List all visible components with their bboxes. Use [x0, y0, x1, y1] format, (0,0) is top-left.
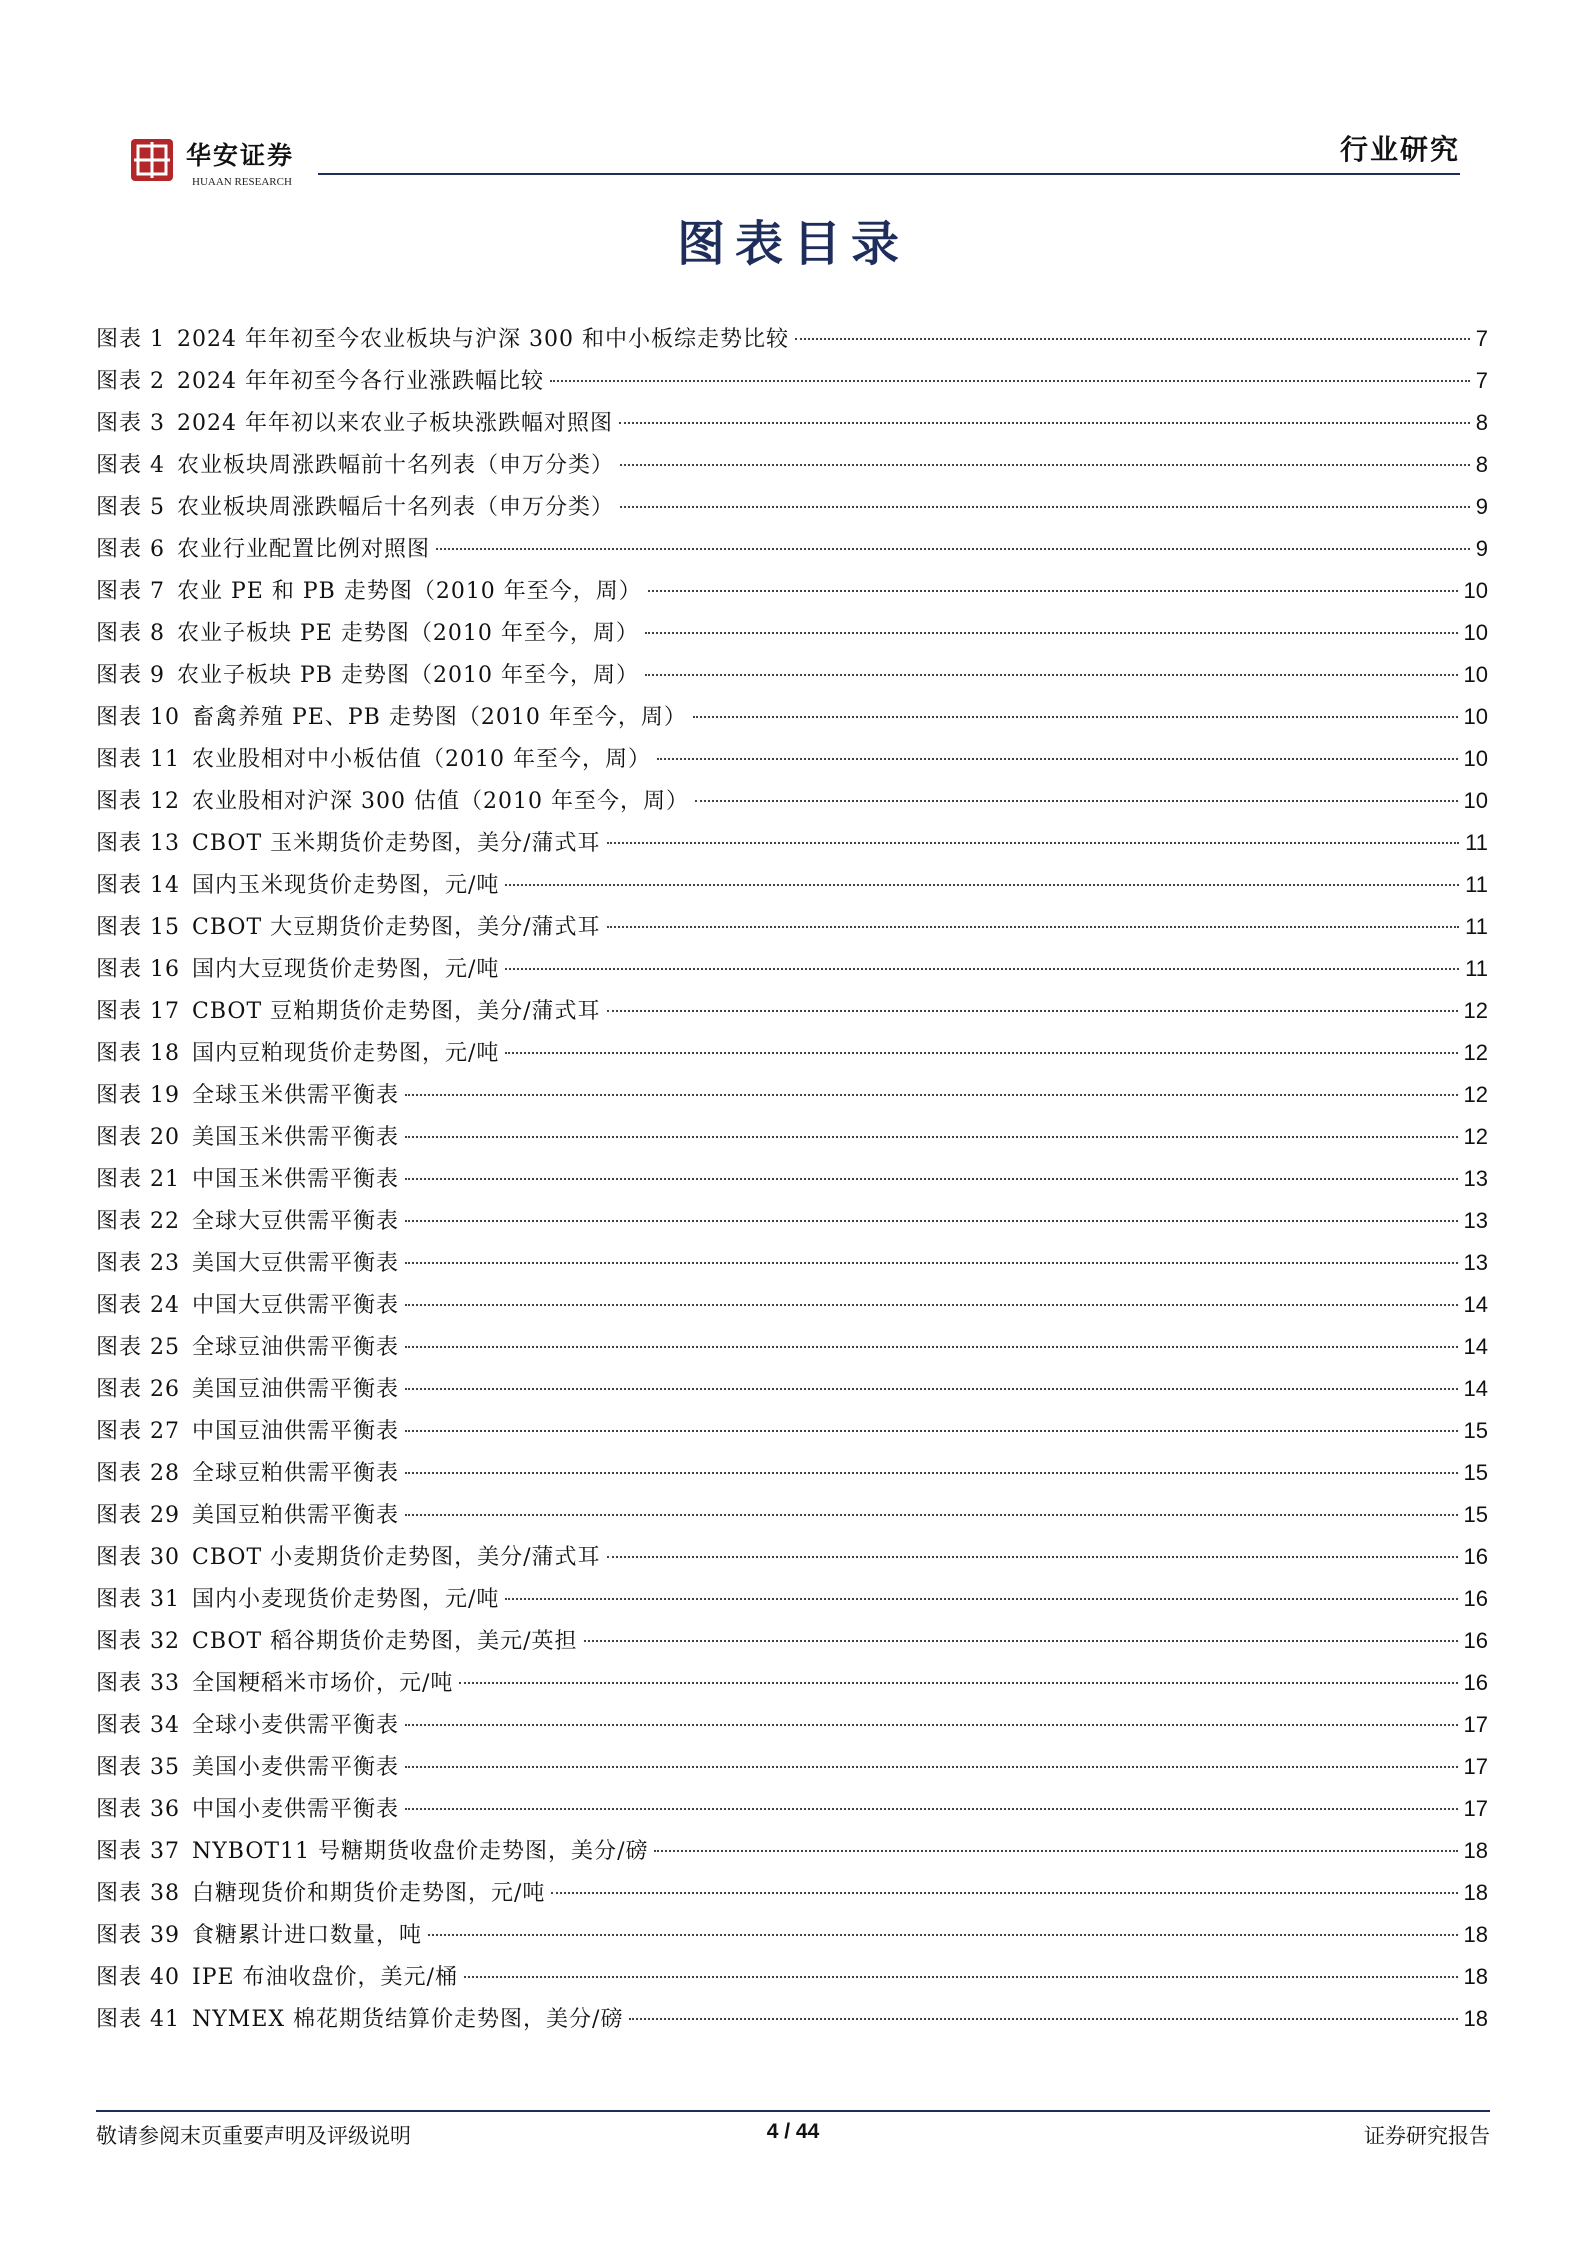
- toc-entry-label: [96, 868, 499, 899]
- toc-entry-title: 国内小麦现货价走势图，元/吨: [192, 1587, 500, 1612]
- toc-entry-prefix: 图表: [96, 747, 143, 772]
- toc-entry-prefix: 图表: [96, 1839, 143, 1864]
- toc-entry-title: 中国玉米供需平衡表: [192, 1167, 400, 1192]
- toc-entry-number: 35: [150, 1755, 181, 1780]
- toc-entry-page: 16: [1463, 1628, 1488, 1653]
- toc-entry-page: 16: [1463, 1544, 1488, 1569]
- toc-entry-prefix: 图表: [96, 831, 143, 856]
- toc-entry-page: 15: [1463, 1502, 1488, 1527]
- toc-entry-label: [96, 1414, 399, 1445]
- toc-leader-dots: [505, 1598, 1457, 1600]
- toc-entry-title: 畜禽养殖 PE、PB 走势图（2010 年至今，周）: [192, 705, 687, 730]
- toc-entry-title: 2024 年年初以来农业子板块涨跌幅对照图: [177, 411, 613, 436]
- toc-entry-prefix: 图表: [96, 873, 143, 898]
- toc-entry[interactable]: [96, 1162, 1488, 1204]
- toc-entry-label: [96, 1204, 399, 1235]
- footer-divider: [96, 2110, 1490, 2112]
- logo-english-name: HUAAN RESEARCH: [192, 176, 292, 188]
- toc-leader-dots: [459, 1682, 1457, 1684]
- toc-entry[interactable]: [96, 1498, 1488, 1540]
- toc-entry[interactable]: [96, 490, 1488, 532]
- toc-entry-page: 11: [1465, 956, 1488, 981]
- toc-entry-prefix: 图表: [96, 1587, 143, 1612]
- toc-entry-prefix: 图表: [96, 1797, 143, 1822]
- toc-entry-label: [96, 322, 789, 353]
- toc-entry-title: 美国玉米供需平衡表: [192, 1125, 400, 1150]
- toc-leader-dots: [620, 464, 1470, 466]
- toc-entry-prefix: 图表: [96, 411, 143, 436]
- toc-entry[interactable]: [96, 1918, 1488, 1960]
- toc-entry-label: [96, 742, 651, 773]
- toc-entry-page: 12: [1463, 1082, 1488, 1107]
- toc-leader-dots: [428, 1934, 1457, 1936]
- toc-leader-dots: [619, 422, 1470, 424]
- toc-entry-label: [96, 1288, 399, 1319]
- toc-entry-page: 7: [1475, 368, 1488, 393]
- toc-entry-label: [96, 1666, 453, 1697]
- toc-entry-prefix: 图表: [96, 1377, 143, 1402]
- toc-entry-title: 全球豆油供需平衡表: [192, 1335, 400, 1360]
- toc-entry[interactable]: [96, 2002, 1488, 2044]
- toc-entry-prefix: 图表: [96, 1881, 143, 1906]
- toc-entry-title: 2024 年年初至今农业板块与沪深 300 和中小板综走势比较: [177, 327, 789, 352]
- toc-leader-dots: [795, 338, 1470, 340]
- toc-leader-dots: [607, 926, 1460, 928]
- toc-entry-prefix: 图表: [96, 2007, 143, 2032]
- toc-entry-title: 农业 PE 和 PB 走势图（2010 年至今，周）: [177, 579, 642, 604]
- toc-leader-dots: [405, 1220, 1457, 1222]
- toc-entry-page: 17: [1463, 1712, 1488, 1737]
- toc-entry-number: 26: [150, 1377, 181, 1402]
- toc-entry-number: 34: [150, 1713, 181, 1738]
- toc-entry-title: 2024 年年初至今各行业涨跌幅比较: [177, 369, 544, 394]
- toc-entry-number: 6: [150, 537, 166, 562]
- toc-entry-number: 40: [150, 1965, 181, 1990]
- toc-leader-dots: [648, 590, 1458, 592]
- toc-entry-title: 白糖现货价和期货价走势图，元/吨: [192, 1881, 546, 1906]
- toc-entry-title: 美国豆粕供需平衡表: [192, 1503, 400, 1528]
- toc-entry-page: 18: [1463, 1922, 1488, 1947]
- toc-entry-page: 13: [1463, 1250, 1488, 1275]
- toc-entry-page: 18: [1463, 1880, 1488, 1905]
- toc-leader-dots: [405, 1388, 1457, 1390]
- toc-entry-title: 全国粳稻米市场价，元/吨: [192, 1671, 454, 1696]
- toc-entry-label: [96, 910, 601, 941]
- toc-leader-dots: [405, 1808, 1457, 1810]
- toc-entry-prefix: 图表: [96, 327, 143, 352]
- toc-entry-page: 17: [1463, 1754, 1488, 1779]
- toc-entry-label: [96, 2002, 623, 2033]
- toc-entry-number: 21: [150, 1167, 181, 1192]
- table-of-figures: [96, 322, 1488, 2044]
- toc-entry-number: 12: [150, 789, 181, 814]
- toc-entry-page: 16: [1463, 1586, 1488, 1611]
- toc-entry[interactable]: [96, 364, 1488, 406]
- toc-entry[interactable]: [96, 1246, 1488, 1288]
- toc-entry-prefix: 图表: [96, 1419, 143, 1444]
- toc-entry-page: 13: [1463, 1208, 1488, 1233]
- toc-entry-label: [96, 1750, 399, 1781]
- toc-entry-label: [96, 448, 614, 479]
- toc-entry-label: [96, 1540, 601, 1571]
- toc-leader-dots: [405, 1304, 1457, 1306]
- toc-entry-prefix: 图表: [96, 1965, 143, 1990]
- toc-entry-prefix: 图表: [96, 1293, 143, 1318]
- toc-leader-dots: [584, 1640, 1458, 1642]
- toc-entry-page: 10: [1463, 662, 1488, 687]
- toc-entry-page: 10: [1463, 704, 1488, 729]
- toc-entry[interactable]: [96, 1078, 1488, 1120]
- toc-leader-dots: [607, 1556, 1458, 1558]
- toc-entry-number: 38: [150, 1881, 181, 1906]
- huaan-logo-icon: [130, 138, 174, 182]
- toc-entry-page: 8: [1475, 410, 1488, 435]
- toc-entry-number: 9: [150, 663, 166, 688]
- toc-entry[interactable]: [96, 574, 1488, 616]
- toc-leader-dots: [607, 1010, 1458, 1012]
- toc-leader-dots: [695, 800, 1458, 802]
- toc-leader-dots: [629, 2018, 1457, 2020]
- toc-entry-prefix: 图表: [96, 453, 143, 478]
- toc-entry-prefix: 图表: [96, 369, 143, 394]
- toc-entry-label: [96, 826, 601, 857]
- toc-entry-number: 24: [150, 1293, 181, 1318]
- toc-entry-label: [96, 1792, 399, 1823]
- toc-entry-page: 11: [1465, 872, 1488, 897]
- toc-entry[interactable]: [96, 1708, 1488, 1750]
- toc-entry-title: CBOT 稻谷期货价走势图，美元/英担: [192, 1629, 578, 1654]
- toc-entry[interactable]: [96, 1792, 1488, 1834]
- toc-entry-prefix: 图表: [96, 705, 143, 730]
- toc-entry-prefix: 图表: [96, 1167, 143, 1192]
- toc-entry-title: 美国豆油供需平衡表: [192, 1377, 400, 1402]
- toc-entry-page: 16: [1463, 1670, 1488, 1695]
- toc-entry-prefix: 图表: [96, 1755, 143, 1780]
- toc-entry-prefix: 图表: [96, 789, 143, 814]
- toc-entry[interactable]: [96, 1750, 1488, 1792]
- toc-entry-number: 4: [150, 453, 166, 478]
- toc-entry-number: 36: [150, 1797, 181, 1822]
- toc-entry[interactable]: [96, 784, 1488, 826]
- toc-entry-label: [96, 1708, 399, 1739]
- toc-entry-label: [96, 574, 642, 605]
- toc-entry-page: 7: [1475, 326, 1488, 351]
- toc-entry-prefix: 图表: [96, 621, 143, 646]
- toc-entry-page: 18: [1463, 1838, 1488, 1863]
- toc-entry-label: [96, 658, 639, 689]
- toc-entry-page: 10: [1463, 620, 1488, 645]
- toc-entry-page: 10: [1463, 788, 1488, 813]
- toc-entry-label: [96, 1960, 458, 1991]
- toc-leader-dots: [405, 1136, 1457, 1138]
- toc-entry[interactable]: [96, 1414, 1488, 1456]
- toc-leader-dots: [405, 1514, 1457, 1516]
- toc-entry[interactable]: [96, 1120, 1488, 1162]
- toc-entry-prefix: 图表: [96, 1041, 143, 1066]
- toc-leader-dots: [405, 1262, 1457, 1264]
- toc-entry-label: [96, 700, 687, 731]
- logo-chinese-name: 华安证券: [186, 141, 295, 170]
- toc-entry[interactable]: [96, 1624, 1488, 1666]
- toc-entry-number: 15: [150, 915, 181, 940]
- toc-leader-dots: [405, 1430, 1457, 1432]
- toc-entry-label: [96, 1120, 399, 1151]
- report-category: 行业研究: [1339, 133, 1460, 166]
- toc-entry-page: 10: [1463, 578, 1488, 603]
- toc-entry-prefix: 图表: [96, 999, 143, 1024]
- toc-entry[interactable]: [96, 1330, 1488, 1372]
- toc-entry-title: 农业子板块 PE 走势图（2010 年至今，周）: [177, 621, 639, 646]
- toc-entry-prefix: 图表: [96, 1335, 143, 1360]
- toc-entry-title: 农业板块周涨跌幅后十名列表（申万分类）: [177, 495, 615, 520]
- toc-entry-title: 农业行业配置比例对照图: [177, 537, 431, 562]
- toc-entry-label: [96, 1036, 499, 1067]
- toc-leader-dots: [505, 968, 1459, 970]
- toc-entry-label: [96, 1162, 399, 1193]
- toc-entry-label: [96, 616, 639, 647]
- toc-entry-title: 中国大豆供需平衡表: [192, 1293, 400, 1318]
- toc-entry-number: 11: [150, 747, 181, 772]
- toc-entry-page: 12: [1463, 998, 1488, 1023]
- toc-entry-title: 美国小麦供需平衡表: [192, 1755, 400, 1780]
- toc-entry-label: [96, 952, 499, 983]
- toc-entry-page: 10: [1463, 746, 1488, 771]
- toc-entry-prefix: 图表: [96, 537, 143, 562]
- toc-entry-page: 8: [1475, 452, 1488, 477]
- toc-entry-title: 食糖累计进口数量，吨: [192, 1923, 423, 1948]
- toc-entry[interactable]: [96, 658, 1488, 700]
- toc-entry[interactable]: [96, 1876, 1488, 1918]
- toc-entry-prefix: 图表: [96, 663, 143, 688]
- toc-leader-dots: [405, 1178, 1457, 1180]
- toc-entry-number: 37: [150, 1839, 181, 1864]
- toc-entry-label: [96, 1876, 545, 1907]
- toc-entry-label: [96, 1582, 499, 1613]
- toc-entry-number: 41: [150, 2007, 181, 2032]
- toc-leader-dots: [505, 1052, 1457, 1054]
- toc-entry[interactable]: [96, 1582, 1488, 1624]
- toc-entry[interactable]: [96, 868, 1488, 910]
- toc-entry-page: 14: [1463, 1292, 1488, 1317]
- toc-entry-number: 19: [150, 1083, 181, 1108]
- toc-entry-title: NYMEX 棉花期货结算价走势图，美分/磅: [192, 2007, 624, 2032]
- page-title: 图表目录: [676, 216, 909, 272]
- toc-entry-prefix: 图表: [96, 1251, 143, 1276]
- toc-entry-page: 15: [1463, 1460, 1488, 1485]
- toc-leader-dots: [654, 1850, 1457, 1852]
- toc-leader-dots: [405, 1472, 1457, 1474]
- toc-entry-label: [96, 490, 614, 521]
- toc-entry-label: [96, 1246, 399, 1277]
- toc-entry-title: 国内大豆现货价走势图，元/吨: [192, 957, 500, 982]
- toc-entry-title: 国内玉米现货价走势图，元/吨: [192, 873, 500, 898]
- toc-entry-label: [96, 364, 544, 395]
- toc-entry-number: 20: [150, 1125, 181, 1150]
- toc-entry[interactable]: [96, 532, 1488, 574]
- toc-entry[interactable]: [96, 1834, 1488, 1876]
- toc-entry-page: 17: [1463, 1796, 1488, 1821]
- toc-entry-number: 22: [150, 1209, 181, 1234]
- toc-leader-dots: [405, 1724, 1457, 1726]
- toc-leader-dots: [645, 674, 1458, 676]
- toc-entry-prefix: 图表: [96, 957, 143, 982]
- toc-entry-label: [96, 1078, 399, 1109]
- toc-entry-title: CBOT 玉米期货价走势图，美分/蒲式耳: [192, 831, 601, 856]
- toc-entry-number: 30: [150, 1545, 181, 1570]
- toc-entry-title: 农业板块周涨跌幅前十名列表（申万分类）: [177, 453, 615, 478]
- toc-entry-prefix: 图表: [96, 1545, 143, 1570]
- toc-entry-prefix: 图表: [96, 1083, 143, 1108]
- toc-entry-number: 27: [150, 1419, 181, 1444]
- toc-entry[interactable]: [96, 910, 1488, 952]
- toc-entry-number: 31: [150, 1587, 181, 1612]
- toc-entry-label: [96, 1624, 578, 1655]
- toc-entry[interactable]: [96, 826, 1488, 868]
- toc-entry-number: 16: [150, 957, 181, 982]
- toc-leader-dots: [505, 884, 1459, 886]
- toc-entry-prefix: 图表: [96, 1503, 143, 1528]
- toc-leader-dots: [405, 1766, 1457, 1768]
- toc-entry-page: 9: [1475, 536, 1488, 561]
- toc-entry[interactable]: [96, 616, 1488, 658]
- toc-entry-label: [96, 406, 613, 437]
- toc-entry-number: 33: [150, 1671, 181, 1696]
- toc-entry-prefix: 图表: [96, 1923, 143, 1948]
- toc-entry[interactable]: [96, 952, 1488, 994]
- toc-entry[interactable]: [96, 1036, 1488, 1078]
- toc-entry-label: [96, 1372, 399, 1403]
- toc-entry-prefix: 图表: [96, 1209, 143, 1234]
- toc-entry[interactable]: [96, 1540, 1488, 1582]
- toc-entry-page: 12: [1463, 1040, 1488, 1065]
- toc-entry[interactable]: [96, 406, 1488, 448]
- toc-entry-page: 13: [1463, 1166, 1488, 1191]
- toc-entry-page: 14: [1463, 1334, 1488, 1359]
- toc-leader-dots: [693, 716, 1458, 718]
- toc-leader-dots: [607, 842, 1460, 844]
- page-number: 4 / 44: [766, 2120, 820, 2143]
- toc-entry-number: 13: [150, 831, 181, 856]
- toc-entry-prefix: 图表: [96, 495, 143, 520]
- toc-entry-label: [96, 784, 689, 815]
- toc-entry[interactable]: [96, 1960, 1488, 2002]
- toc-leader-dots: [551, 1892, 1457, 1894]
- toc-entry-number: 3: [150, 411, 166, 436]
- toc-entry-label: [96, 994, 601, 1025]
- toc-entry-number: 29: [150, 1503, 181, 1528]
- toc-leader-dots: [620, 506, 1470, 508]
- toc-entry-page: 11: [1465, 830, 1488, 855]
- toc-entry[interactable]: [96, 1372, 1488, 1414]
- toc-entry-number: 25: [150, 1335, 181, 1360]
- toc-entry-title: NYBOT11 号糖期货收盘价走势图，美分/磅: [192, 1839, 649, 1864]
- toc-entry-label: [96, 1330, 399, 1361]
- toc-entry-prefix: 图表: [96, 579, 143, 604]
- toc-entry-title: 农业子板块 PB 走势图（2010 年至今，周）: [177, 663, 639, 688]
- toc-entry[interactable]: [96, 1288, 1488, 1330]
- toc-entry-title: 全球玉米供需平衡表: [192, 1083, 400, 1108]
- toc-entry-page: 11: [1465, 914, 1488, 939]
- toc-entry-title: CBOT 大豆期货价走势图，美分/蒲式耳: [192, 915, 601, 940]
- toc-entry-number: 5: [150, 495, 166, 520]
- toc-entry-number: 23: [150, 1251, 181, 1276]
- toc-entry-number: 18: [150, 1041, 181, 1066]
- toc-entry-title: CBOT 小麦期货价走势图，美分/蒲式耳: [192, 1545, 601, 1570]
- toc-entry-number: 7: [150, 579, 166, 604]
- report-header: [130, 128, 1460, 188]
- toc-entry-number: 10: [150, 705, 181, 730]
- toc-entry-title: 国内豆粕现货价走势图，元/吨: [192, 1041, 500, 1066]
- toc-entry-title: 中国豆油供需平衡表: [192, 1419, 400, 1444]
- toc-entry-label: [96, 1834, 648, 1865]
- toc-entry-label: [96, 1498, 399, 1529]
- toc-entry[interactable]: [96, 448, 1488, 490]
- toc-entry-title: 美国大豆供需平衡表: [192, 1251, 400, 1276]
- toc-entry[interactable]: [96, 322, 1488, 364]
- toc-entry-prefix: 图表: [96, 1125, 143, 1150]
- toc-entry-number: 1: [150, 327, 166, 352]
- toc-leader-dots: [550, 380, 1470, 382]
- toc-entry-prefix: 图表: [96, 1629, 143, 1654]
- footer-report-type: 证券研究报告: [1364, 2124, 1490, 2148]
- toc-entry-title: 全球豆粕供需平衡表: [192, 1461, 400, 1486]
- toc-entry-label: [96, 1456, 399, 1487]
- toc-entry-title: IPE 布油收盘价，美元/桶: [192, 1965, 458, 1990]
- toc-entry-page: 9: [1475, 494, 1488, 519]
- toc-entry-label: [96, 532, 430, 563]
- toc-entry-title: 中国小麦供需平衡表: [192, 1797, 400, 1822]
- toc-entry-page: 18: [1463, 1964, 1488, 1989]
- toc-leader-dots: [645, 632, 1458, 634]
- toc-entry[interactable]: [96, 1666, 1488, 1708]
- header-divider: [318, 173, 1460, 175]
- toc-entry[interactable]: [96, 742, 1488, 784]
- toc-entry[interactable]: [96, 994, 1488, 1036]
- toc-entry-title: CBOT 豆粕期货价走势图，美分/蒲式耳: [192, 999, 601, 1024]
- toc-entry-title: 农业股相对中小板估值（2010 年至今，周）: [192, 747, 651, 772]
- toc-entry-title: 农业股相对沪深 300 估值（2010 年至今，周）: [192, 789, 689, 814]
- toc-entry-number: 28: [150, 1461, 181, 1486]
- toc-entry-prefix: 图表: [96, 915, 143, 940]
- toc-entry-title: 全球大豆供需平衡表: [192, 1209, 400, 1234]
- toc-entry-page: 15: [1463, 1418, 1488, 1443]
- toc-leader-dots: [405, 1094, 1457, 1096]
- toc-entry-title: 全球小麦供需平衡表: [192, 1713, 400, 1738]
- toc-entry-number: 2: [150, 369, 166, 394]
- toc-entry[interactable]: [96, 1456, 1488, 1498]
- toc-leader-dots: [405, 1346, 1457, 1348]
- toc-leader-dots: [436, 548, 1470, 550]
- toc-entry-page: 12: [1463, 1124, 1488, 1149]
- toc-entry-prefix: 图表: [96, 1713, 143, 1738]
- toc-entry-prefix: 图表: [96, 1671, 143, 1696]
- toc-entry-number: 39: [150, 1923, 181, 1948]
- toc-entry-number: 14: [150, 873, 181, 898]
- toc-entry-number: 8: [150, 621, 166, 646]
- toc-entry[interactable]: [96, 700, 1488, 742]
- toc-entry-prefix: 图表: [96, 1461, 143, 1486]
- toc-leader-dots: [657, 758, 1458, 760]
- toc-entry-page: 14: [1463, 1376, 1488, 1401]
- toc-entry[interactable]: [96, 1204, 1488, 1246]
- toc-entry-label: [96, 1918, 422, 1949]
- footer-disclaimer: 敬请参阅末页重要声明及评级说明: [96, 2124, 411, 2148]
- toc-entry-page: 18: [1463, 2006, 1488, 2031]
- toc-entry-number: 32: [150, 1629, 181, 1654]
- toc-leader-dots: [464, 1976, 1458, 1978]
- toc-entry-number: 17: [150, 999, 181, 1024]
